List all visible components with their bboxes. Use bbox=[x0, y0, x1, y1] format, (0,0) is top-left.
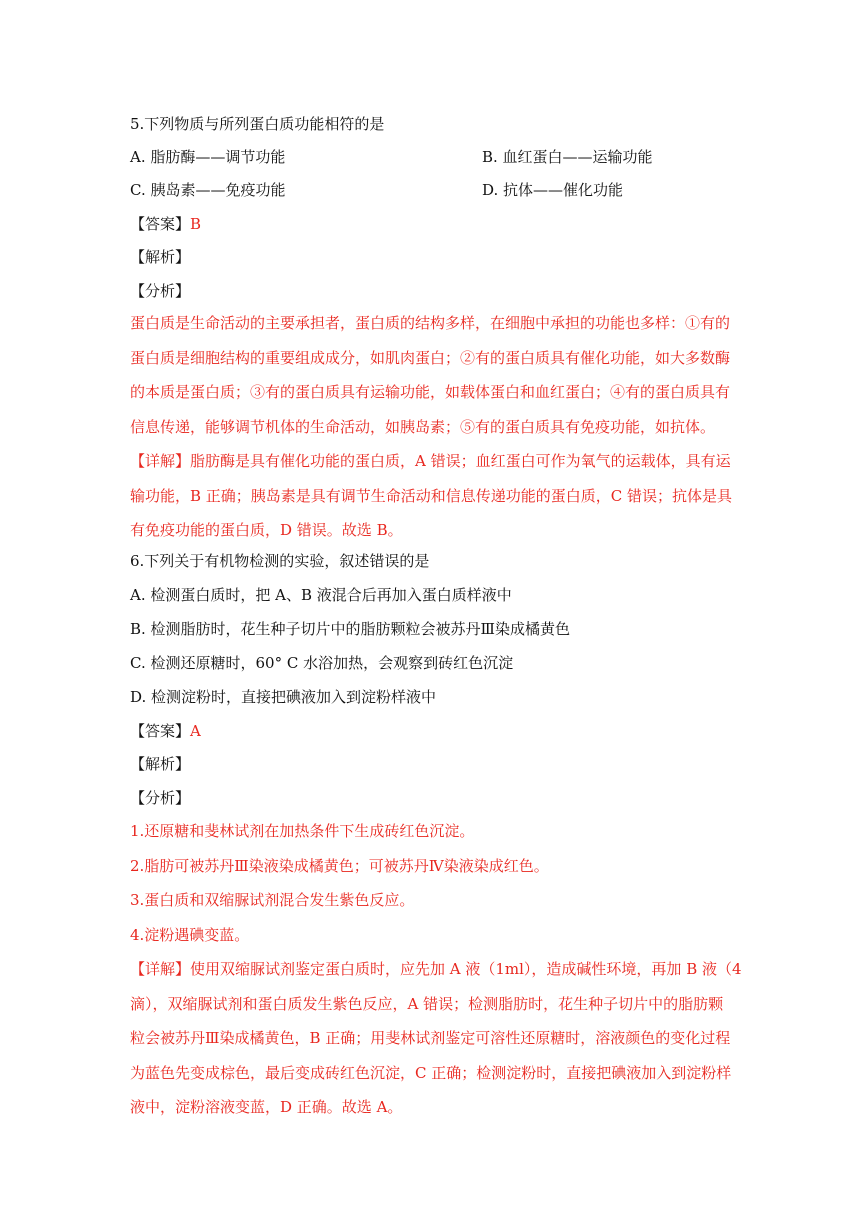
q5-option-b: B. 血红蛋白——运输功能 bbox=[482, 148, 653, 166]
q5-analysis-line: 的本质是蛋白质；③有的蛋白质具有运输功能，如载体蛋白和血红蛋白；④有的蛋白质具有 bbox=[130, 383, 731, 401]
q5-option-c: C. 胰岛素——免疫功能 bbox=[130, 181, 286, 199]
q5-detail-line: 【详解】脂肪酶是具有催化功能的蛋白质，A 错误；血红蛋白可作为氧气的运载体，具有运 bbox=[130, 452, 731, 470]
q6-option-a: A. 检测蛋白质时，把 A、B 液混合后再加入蛋白质样液中 bbox=[130, 586, 512, 604]
q5-detail bbox=[130, 444, 733, 548]
q5-answer-tag: 【答案】 bbox=[130, 215, 191, 233]
q5-jiexi-tag: 【解析】 bbox=[130, 248, 191, 266]
q6-analysis bbox=[130, 814, 730, 952]
q6-answer-value: A bbox=[190, 722, 201, 740]
q5-detail-line: 有免疫功能的蛋白质，D 错误。故选 B。 bbox=[130, 521, 403, 539]
q6-detail-line: 粒会被苏丹Ⅲ染成橘黄色，B 正确；用斐林试剂鉴定可溶性还原糖时，溶液颜色的变化过程 bbox=[130, 1029, 731, 1047]
q5-answer-value: B bbox=[190, 215, 202, 233]
q5-analysis-line: 蛋白质是生命活动的主要承担者，蛋白质的结构多样，在细胞中承担的功能也多样：①有的 bbox=[130, 314, 731, 332]
q5-option-d: D. 抗体——催化功能 bbox=[482, 181, 624, 199]
q6-fenxi-tag: 【分析】 bbox=[130, 789, 191, 807]
q5-option-a: A. 脂肪酶——调节功能 bbox=[130, 148, 286, 166]
q6-option-c: C. 检测还原糖时，60° C 水浴加热，会观察到砖红色沉淀 bbox=[130, 654, 514, 672]
q5-analysis bbox=[130, 306, 730, 444]
q6-detail-line: 滴），双缩脲试剂和蛋白质发生紫色反应，A 错误；检测脂肪时，花生种子切片中的脂肪颗 bbox=[130, 994, 724, 1013]
q6-analysis-line: 3.蛋白质和双缩脲试剂混合发生紫色反应。 bbox=[130, 891, 415, 909]
q5-analysis-line: 蛋白质是细胞结构的重要组成成分，如肌肉蛋白；②有的蛋白质具有催化功能，如大多数酶 bbox=[130, 348, 731, 367]
q6-analysis-line: 4.淀粉遇碘变蓝。 bbox=[130, 925, 250, 944]
q6-detail-line: 【详解】使用双缩脲试剂鉴定蛋白质时，应先加 A 液（1ml），造成碱性环境，再加 B 液（4 bbox=[130, 960, 742, 978]
q6-analysis-line: 2.脂肪可被苏丹Ⅲ染液染成橘黄色；可被苏丹Ⅳ染液染成红色。 bbox=[130, 856, 549, 875]
q6-option-b: B. 检测脂肪时，花生种子切片中的脂肪颗粒会被苏丹Ⅲ染成橘黄色 bbox=[130, 620, 571, 638]
q5-stem: 5.下列物质与所列蛋白质功能相符的是 bbox=[130, 115, 385, 133]
q6-answer-tag: 【答案】 bbox=[130, 722, 191, 740]
q6-stem: 6.下列关于有机物检测的实验，叙述错误的是 bbox=[130, 552, 430, 570]
q6-option-d: D. 检测淀粉时，直接把碘液加入到淀粉样液中 bbox=[130, 688, 437, 706]
q6-detail-line: 为蓝色先变成棕色，最后变成砖红色沉淀，C 正确；检测淀粉时，直接把碘液加入到淀粉样 bbox=[130, 1063, 732, 1082]
q6-jiexi-tag: 【解析】 bbox=[130, 755, 191, 773]
q5-analysis-line: 信息传递，能够调节机体的生命活动，如胰岛素；⑤有的蛋白质具有免疫功能，如抗体。 bbox=[130, 417, 716, 436]
q5-detail-line: 输功能，B 正确；胰岛素是具有调节生命活动和信息传递功能的蛋白质，C 错误；抗体是具 bbox=[130, 486, 733, 505]
q5-answer-row bbox=[130, 214, 201, 234]
q6-detail-line: 液中，淀粉溶液变蓝，D 正确。故选 A。 bbox=[130, 1098, 403, 1116]
q6-detail bbox=[130, 952, 742, 1125]
q5-fenxi-tag: 【分析】 bbox=[130, 282, 191, 300]
q6-answer-row bbox=[130, 721, 201, 741]
q6-analysis-line: 1.还原糖和斐林试剂在加热条件下生成砖红色沉淀。 bbox=[130, 822, 475, 840]
